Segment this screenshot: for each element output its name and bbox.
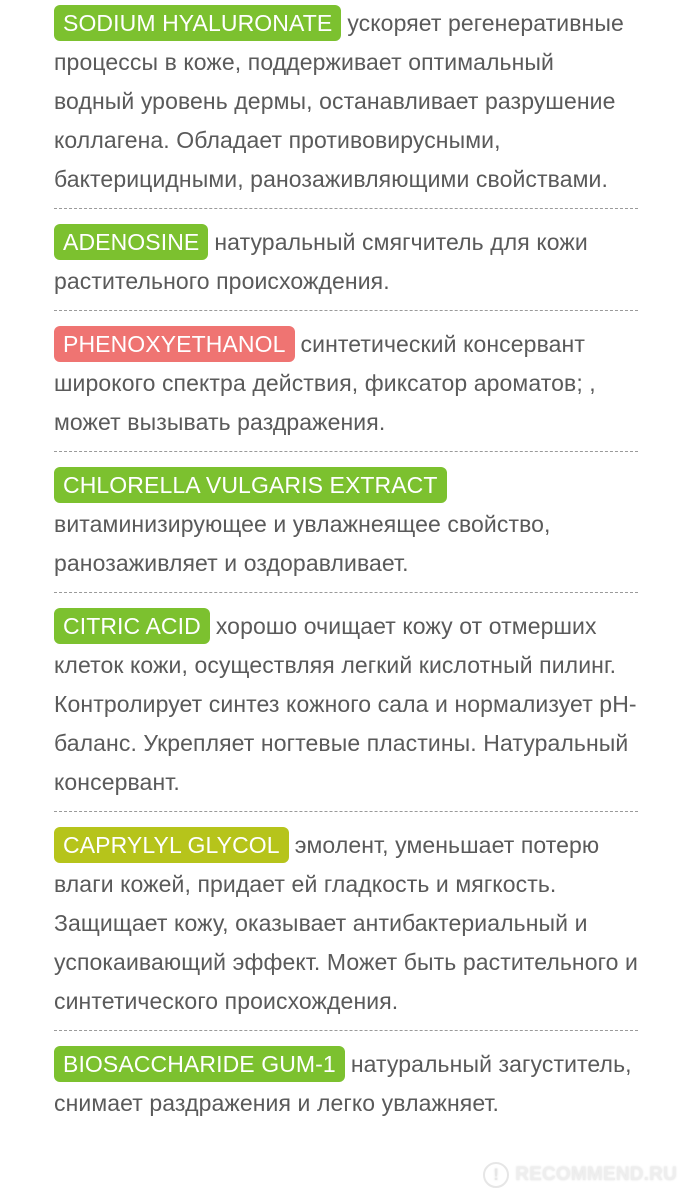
ingredient-tag[interactable]: CITRIC ACID	[54, 608, 210, 644]
ingredient-tag[interactable]: SODIUM HYALURONATE	[54, 5, 341, 41]
ingredient-entry	[54, 1041, 638, 1132]
ingredient-description: эмолент, уменьшает потерю влаги кожей, придает ей гладкость и мягкость. Защищает кожу, оказывает антибактериальный и успокаивающий эффект. Может быть растительного и синтетического происхождения.	[54, 832, 638, 1014]
ingredient-tag[interactable]: PHENOXYETHANOL	[54, 326, 295, 362]
ingredient-tag[interactable]: CAPRYLYL GLYCOL	[54, 827, 289, 863]
ingredient-description: хорошо очищает кожу от отмерших клеток кожи, осуществляя легкий кислотный пилинг. Контролирует синтез кожного сала и нормализует pH-баланс. Укрепляет ногтевые пластины. Натуральный консервант.	[54, 613, 637, 795]
ingredient-description: витаминизирующее и увлажнеящее свойство, ранозаживляет и оздоравливает.	[54, 511, 551, 576]
watermark	[483, 1162, 677, 1188]
ingredient-entry	[54, 603, 638, 812]
watermark-text: RECOMMEND.RU	[515, 1164, 677, 1185]
ingredient-description: синтетический консервант широкого спектра действия, фиксатор ароматов; , может вызывать раздражения.	[54, 331, 596, 435]
ingredient-list	[54, 0, 638, 1142]
ingredient-entry	[54, 0, 638, 209]
recommend-logo-icon: !	[483, 1162, 509, 1188]
ingredient-entry	[54, 822, 638, 1031]
ingredient-description: натуральный смягчитель для кожи растительного происхождения.	[54, 229, 588, 294]
ingredient-tag[interactable]: CHLORELLA VULGARIS EXTRACT	[54, 467, 447, 503]
ingredient-description: ускоряет регенеративные процессы в коже, поддерживает оптимальный водный уровень дермы, останавливает разрушение коллагена. Обладает противовирусными, бактерицидными, ранозаживляющими свойствами.	[54, 10, 624, 192]
ingredient-entry	[54, 219, 638, 311]
ingredient-entry	[54, 462, 638, 593]
ingredient-entry	[54, 321, 638, 452]
ingredient-tag[interactable]: BIOSACCHARIDE GUM-1	[54, 1046, 345, 1082]
ingredient-tag[interactable]: ADENOSINE	[54, 224, 208, 260]
ingredient-description: натуральный загуститель, снимает раздражения и легко увлажняет.	[54, 1051, 632, 1116]
